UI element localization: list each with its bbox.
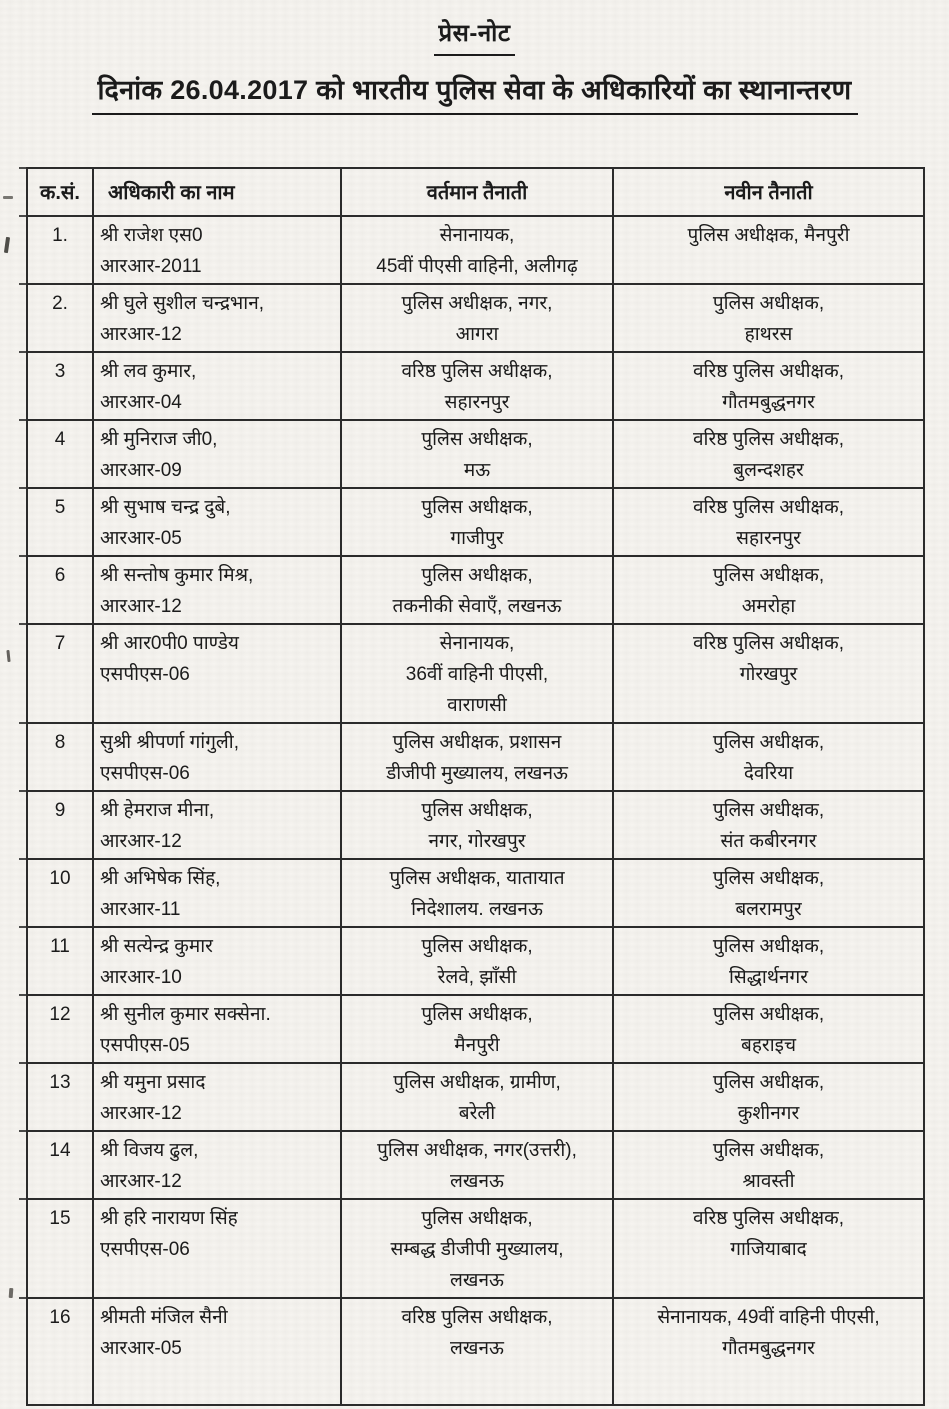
table-header-row: [27, 168, 924, 216]
text-line: एसपीएस-06: [100, 1239, 190, 1260]
text-line: बरेली: [458, 1103, 496, 1124]
text-line: 1.: [52, 225, 68, 246]
text-line: पुलिस अधीक्षक,: [712, 732, 825, 753]
cell-current-posting: [341, 791, 613, 859]
cell-officer-name: [93, 488, 341, 556]
text-line: 15: [49, 1208, 71, 1229]
text-line: वाराणसी: [447, 695, 507, 716]
cell-current-posting: [341, 927, 613, 995]
cell-officer-name: [93, 420, 341, 488]
cell-new-posting: [613, 556, 924, 624]
table-row: [27, 723, 924, 791]
cell-current-posting: [341, 723, 613, 791]
text-line: गौतमबुद्धनगर: [722, 1338, 815, 1359]
text-line: गोरखपुर: [739, 664, 798, 685]
text-line: पुलिस अधीक्षक,: [421, 1208, 533, 1229]
cell-officer-name: [93, 1298, 341, 1405]
table-row: [27, 1063, 924, 1131]
text-line: पुलिस अधीक्षक,: [421, 800, 533, 821]
text-line: वरिष्ठ पुलिस अधीक्षक,: [401, 1307, 553, 1328]
text-line: सहारनपुर: [444, 392, 510, 413]
text-line: सिद्धार्थनगर: [728, 967, 809, 988]
table-row: [27, 791, 924, 859]
text-line: वरिष्ठ पुलिस अधीक्षक,: [692, 633, 845, 654]
text-line: वरिष्ठ पुलिस अधीक्षक,: [401, 361, 553, 382]
text-line: सहारनपुर: [736, 528, 801, 549]
scan-artifact: [4, 237, 10, 253]
cell-current-posting: [341, 1298, 613, 1405]
cell-serial: [27, 488, 93, 556]
cell-new-posting: [613, 624, 924, 723]
text-line: 10: [49, 868, 71, 889]
cell-officer-name: [93, 1063, 341, 1131]
text-line: श्री घुले सुशील चन्द्रभान,: [100, 293, 265, 314]
cell-current-posting: [341, 1199, 613, 1298]
table-row: [27, 1199, 924, 1298]
text-line: लखनऊ: [450, 1270, 504, 1291]
text-line: बहराइच: [740, 1035, 797, 1056]
scan-artifact: [9, 1288, 14, 1298]
text-line: श्री सत्येन्द्र कुमार: [100, 936, 213, 957]
text-line: अमरोहा: [741, 596, 796, 617]
cell-current-posting: [341, 216, 613, 284]
cell-officer-name: [93, 284, 341, 352]
cell-officer-name: [93, 352, 341, 420]
text-line: आरआर-09: [100, 460, 182, 481]
document-subtitle-wrap: [0, 70, 949, 115]
table-row: [27, 488, 924, 556]
cell-new-posting: [613, 1063, 924, 1131]
text-line: आरआर-12: [100, 596, 182, 617]
cell-new-posting: [613, 1199, 924, 1298]
text-line: 11: [50, 936, 70, 957]
cell-officer-name: [93, 1131, 341, 1199]
text-line: पुलिस अधीक्षक,: [421, 936, 533, 957]
cell-new-posting: [613, 859, 924, 927]
text-line: तकनीकी सेवाएँ, लखनऊ: [392, 596, 562, 617]
table-row: [27, 420, 924, 488]
text-line: श्रावस्ती: [742, 1171, 795, 1192]
text-line: पुलिस अधीक्षक,: [712, 936, 825, 957]
text-line: 7: [54, 633, 66, 654]
cell-officer-name: [93, 723, 341, 791]
column-header-officer-name: अधिकारी का नाम: [93, 168, 341, 216]
page-subtitle: दिनांक 26.04.2017 को भारतीय पुलिस सेवा के अधिकारियों का स्थानान्तरण: [92, 70, 858, 115]
text-line: 14: [49, 1140, 71, 1161]
cell-officer-name: [93, 995, 341, 1063]
text-line: पुलिस अधीक्षक,: [421, 497, 533, 518]
cell-serial: [27, 420, 93, 488]
column-header-current-posting: वर्तमान तैनाती: [341, 168, 613, 216]
cell-serial: [27, 927, 93, 995]
text-line: एसपीएस-06: [100, 763, 190, 784]
cell-new-posting: [613, 995, 924, 1063]
cell-serial: [27, 1131, 93, 1199]
cell-new-posting: [613, 927, 924, 995]
table-row: [27, 284, 924, 352]
text-line: लखनऊ: [450, 1171, 504, 1192]
text-line: पुलिस अधीक्षक,: [712, 868, 825, 889]
text-line: पुलिस अधीक्षक,: [712, 565, 825, 586]
text-line: वरिष्ठ पुलिस अधीक्षक,: [692, 497, 845, 518]
cell-current-posting: [341, 284, 613, 352]
text-line: नगर, गोरखपुर: [428, 831, 526, 852]
text-line: आरआर-12: [100, 1103, 182, 1124]
text-line: श्री अभिषेक सिंह,: [100, 868, 221, 889]
text-line: आरआर-12: [100, 1171, 182, 1192]
cell-officer-name: [93, 1199, 341, 1298]
text-line: पुलिस अधीक्षक,: [421, 1004, 533, 1025]
document-header: [0, 0, 949, 56]
text-line: पुलिस अधीक्षक,: [712, 1140, 825, 1161]
table-row: [27, 352, 924, 420]
scan-artifact: [6, 650, 10, 662]
text-line: रेलवे, झाँसी: [437, 967, 517, 988]
cell-serial: [27, 995, 93, 1063]
cell-officer-name: [93, 216, 341, 284]
text-line: श्री लव कुमार,: [100, 361, 197, 382]
officers-table-body: [27, 216, 924, 1405]
cell-new-posting: [613, 723, 924, 791]
table-row: [27, 927, 924, 995]
text-line: आरआर-05: [100, 1338, 182, 1359]
text-line: बुलन्दशहर: [733, 460, 804, 481]
text-line: श्री मुनिराज जी0,: [100, 429, 218, 450]
text-line: श्री सुनील कुमार सक्सेना.: [100, 1004, 271, 1025]
text-line: सेनानायक,: [439, 225, 515, 246]
table-row: [27, 216, 924, 284]
text-line: पुलिस अधीक्षक,: [712, 1072, 825, 1093]
text-line: संत कबीरनगर: [720, 831, 817, 852]
text-line: 3: [54, 361, 66, 382]
text-line: लखनऊ: [450, 1338, 504, 1359]
table-row: [27, 995, 924, 1063]
text-line: श्री आर0पी0 पाण्डेय: [100, 633, 239, 654]
text-line: आरआर-2011: [100, 256, 202, 277]
cell-current-posting: [341, 1063, 613, 1131]
text-line: पुलिस अधीक्षक, नगर,: [401, 293, 553, 314]
text-line: गौतमबुद्धनगर: [722, 392, 815, 413]
text-line: पुलिस अधीक्षक, प्रशासन: [392, 732, 562, 753]
text-line: श्री विजय ढुल,: [100, 1140, 199, 1161]
cell-current-posting: [341, 1131, 613, 1199]
cell-serial: [27, 624, 93, 723]
text-line: पुलिस अधीक्षक,: [421, 565, 533, 586]
officers-transfer-table: [26, 167, 925, 1406]
cell-officer-name: [93, 927, 341, 995]
table-row: [27, 556, 924, 624]
text-line: निदेशालय. लखनऊ: [411, 899, 543, 920]
text-line: श्रीमती मंजिल सैनी: [100, 1307, 228, 1328]
cell-new-posting: [613, 1298, 924, 1405]
cell-current-posting: [341, 420, 613, 488]
text-line: वरिष्ठ पुलिस अधीक्षक,: [692, 361, 845, 382]
cell-new-posting: [613, 420, 924, 488]
cell-serial: [27, 791, 93, 859]
table-row: [27, 859, 924, 927]
cell-new-posting: [613, 488, 924, 556]
text-line: वरिष्ठ पुलिस अधीक्षक,: [692, 1208, 845, 1229]
text-line: 36वीं वाहिनी पीएसी,: [405, 664, 549, 685]
text-line: पुलिस अधीक्षक, नगर(उत्तरी),: [377, 1140, 577, 1161]
text-line: श्री हरि नारायण सिंह: [100, 1208, 238, 1229]
text-line: श्री यमुना प्रसाद: [100, 1072, 206, 1093]
text-line: एसपीएस-06: [100, 664, 190, 685]
text-line: पुलिस अधीक्षक, मैनपुरी: [687, 225, 850, 246]
text-line: पुलिस अधीक्षक, यातायात: [389, 868, 565, 889]
scan-artifact: [3, 196, 13, 199]
text-line: 16: [49, 1307, 71, 1328]
text-line: 45वीं पीएसी वाहिनी, अलीगढ़: [376, 256, 578, 277]
cell-officer-name: [93, 791, 341, 859]
cell-current-posting: [341, 556, 613, 624]
cell-current-posting: [341, 488, 613, 556]
cell-serial: [27, 723, 93, 791]
cell-serial: [27, 1298, 93, 1405]
column-header-serial: क.सं.: [27, 168, 93, 216]
cell-serial: [27, 1199, 93, 1298]
text-line: सम्बद्ध डीजीपी मुख्यालय,: [390, 1239, 564, 1260]
table-row: [27, 1298, 924, 1405]
cell-officer-name: [93, 556, 341, 624]
cell-serial: [27, 1063, 93, 1131]
text-line: श्री सन्तोष कुमार मिश्र,: [100, 565, 254, 586]
text-line: आरआर-10: [100, 967, 182, 988]
text-line: एसपीएस-05: [100, 1035, 190, 1056]
cell-current-posting: [341, 859, 613, 927]
text-line: श्री राजेश एस0: [100, 225, 203, 246]
text-line: गाजीपुर: [450, 528, 504, 549]
cell-serial: [27, 556, 93, 624]
text-line: आरआर-11: [100, 899, 181, 920]
text-line: सेनानायक, 49वीं वाहिनी पीएसी,: [657, 1307, 880, 1328]
text-line: पुलिस अधीक्षक,: [712, 800, 825, 821]
cell-new-posting: [613, 352, 924, 420]
text-line: श्री सुभाष चन्द्र दुबे,: [100, 497, 231, 518]
text-line: कुशीनगर: [737, 1103, 800, 1124]
text-line: मैनपुरी: [454, 1035, 500, 1056]
text-line: 12: [49, 1004, 71, 1025]
cell-serial: [27, 859, 93, 927]
text-line: पुलिस अधीक्षक,: [712, 293, 825, 314]
page-title: प्रेस-नोट: [434, 16, 514, 56]
cell-serial: [27, 216, 93, 284]
text-line: 5: [54, 497, 66, 518]
text-line: 6: [54, 565, 66, 586]
text-line: देवरिया: [743, 763, 794, 784]
text-line: 8: [54, 732, 66, 753]
text-line: 13: [49, 1072, 71, 1093]
text-line: पुलिस अधीक्षक,: [421, 429, 533, 450]
cell-new-posting: [613, 284, 924, 352]
text-line: डीजीपी मुख्यालय, लखनऊ: [386, 763, 568, 784]
text-line: आरआर-04: [100, 392, 182, 413]
text-line: श्री हेमराज मीना,: [100, 800, 215, 821]
text-line: हाथरस: [744, 324, 793, 345]
text-line: मऊ: [463, 460, 491, 481]
text-line: आरआर-12: [100, 324, 182, 345]
text-line: 2.: [52, 293, 68, 314]
text-line: आगरा: [455, 324, 499, 345]
cell-new-posting: [613, 216, 924, 284]
column-header-new-posting: नवीन तैनाती: [613, 168, 924, 216]
cell-current-posting: [341, 995, 613, 1063]
text-line: बलरामपुर: [735, 899, 802, 920]
table-header: [27, 168, 924, 216]
cell-officer-name: [93, 624, 341, 723]
text-line: पुलिस अधीक्षक,: [712, 1004, 825, 1025]
text-line: सुश्री श्रीपर्णा गांगुली,: [100, 732, 239, 753]
cell-current-posting: [341, 624, 613, 723]
text-line: 4: [54, 429, 66, 450]
text-line: 9: [54, 800, 66, 821]
cell-new-posting: [613, 1131, 924, 1199]
cell-officer-name: [93, 859, 341, 927]
table-row: [27, 624, 924, 723]
cell-serial: [27, 352, 93, 420]
text-line: आरआर-12: [100, 831, 182, 852]
text-line: वरिष्ठ पुलिस अधीक्षक,: [692, 429, 845, 450]
cell-serial: [27, 284, 93, 352]
text-line: पुलिस अधीक्षक, ग्रामीण,: [393, 1072, 561, 1093]
text-line: सेनानायक,: [439, 633, 515, 654]
text-line: गाजियाबाद: [730, 1239, 807, 1260]
cell-new-posting: [613, 791, 924, 859]
cell-current-posting: [341, 352, 613, 420]
table-row: [27, 1131, 924, 1199]
text-line: आरआर-05: [100, 528, 182, 549]
